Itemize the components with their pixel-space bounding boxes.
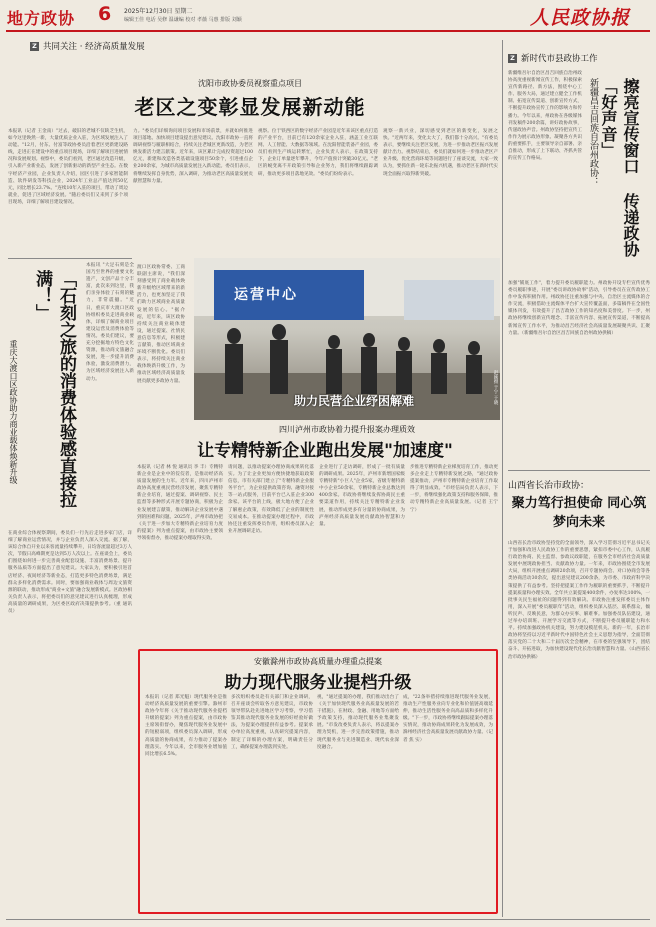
sidebar-body-mid: 渡口区政协常委、工商联副主席说，"我们深刻感受到了商业载体焕新升级给区域带来的新活力，也更加坚定了我们助力区域商业高质量发展的信心。"据介绍，近年来，该区政协持续关注商业载体建设，通过提案、社情民意信息等形式，积极建言献策，推动区域商业环境不断优化。委员们表示，将持续关注商业载体焕新升级工作，为推动区域经济高质量发展贡献更多政协力量。 [137, 265, 185, 384]
column-divider [502, 40, 503, 917]
article1-col2: 力。"委员们详细询问项目发展和市场前景，并就如何推进项目落地、加快项目建设提出意见建议。沈阳市政协一直将调研视察与履职相结合，持续关注老城区更新改造，为老区焕发新活力建言献策。近年来，该区累计完成投资超过100亿元，新建和改造各类基础设施项目50余个，引进重点企业200余家，为城市高质量发展注入新动能。委员们表示，将继续发挥自身优势，深入调研，为推动老区高质量发展贡献智慧和力量。 [133, 129, 253, 184]
article2-title: 让专精特新企业跑出发展"加速度" [197, 441, 453, 461]
photo-sign: 运营中心 [234, 287, 298, 303]
article2-kicker: 四川泸州市政协着力提升报案办理质效 [279, 425, 415, 434]
article1-title: 老区之变彰显发展新动能 [134, 95, 366, 119]
xinjiang-body-bottom: 加强"铺底工作"，着力提升委员履职能力。州政协开设专栏宣传优秀委员履职事迹，开展"委员讲政协故事"活动，引导委员在宣传政协工作中发挥积极作用。州政协还注重加强与中央、自治区主流媒体的合作交流，积极借助主流媒体平台扩大宣传覆盖面，多篇稿件在全国性媒体刊发，有效提升了昌吉政协工作的知名度和美誉度。下一步，州政协将继续创新宣传理念、丰富宣传内容、拓展宣传渠道，不断提高新闻宣传工作水平，为推动昌吉经济社会高质量发展凝聚共识、汇聚力量。（新疆维吾尔自治区昌吉回族自治州政协供稿） [508, 281, 650, 336]
section-title-left: 共同关注 · 经济高质量发展 [43, 42, 145, 52]
shanxi-title: 聚力笃行担使命 同心筑梦向未来 [511, 496, 647, 530]
sidebar-body-top: 本报讯 "大足石刻是全国乃至世界的重要文化遗产，文创产品十分丰富，此次来到这里，我们亲身体验了石刻的魅力，非常震撼。"近日，重庆市大渡口区政协组织委员走进商业载体，详细了解商业项目建设运营及消费体验等情况。委员们建议，要充分挖掘地方特色文化资源，推动商文旅融合发展，进一步提升消费体验，激发消费潜力，为区域经济发展注入新动力。 [86, 263, 134, 382]
masthead [0, 0, 656, 30]
section-z-icon: Z [508, 54, 517, 63]
article1-col1: 本报讯（记者 王金南）"过去，破旧的老城不仅缺乏生机，如今这里焕然一新，大量优质企业入驻，为区域发展注入了动能。"12月，付东、付富等政协委员沿着老区更新建设路线，走进正在建设中的重点项目现场，详细了解项目进展情况和发展规划。视察中，委员们看到，老区通过改造升级，引入新产业新业态，发展了创新驱动的新型产业生态。在数字经济产业园，企业负责人介绍，园区引进了多家智能制造、软件研发等科技企业，2024年工业总产值达到50亿元，同比增长23.7%。"连续10年入驻的项目，带动了周边就业，促进了区域经济发展。"随后委员们又来到了多个项目现场，详细了解项目建设情况。 [8, 129, 128, 205]
footer-rule [6, 919, 650, 920]
section-z-icon: Z [30, 42, 39, 51]
editor-credits: 编辑王佳 电话 吴修 温谦编 校对 孝薇 马惠 排版 刘颖 [124, 17, 242, 23]
article3-title: 助力现代服务业提档升级 [224, 673, 412, 693]
photo-credit: 赵颖摄 于宁 于晓 [493, 370, 498, 405]
article2-col3: 企业进行了走访调研，形成了一批有质量的调研成果。2025年，泸州市新增国家级专精特新"小巨人"企业5家，省级专精特新中小企业50余家，专精特新企业总数达到400余家。市政协将继续发挥协商民主重要渠道作用，持续关注专精特新企业发展，推动形成更多有分量的协商成果，为泸州经济高质量发展贡献政协智慧和力量。 [319, 465, 405, 527]
article3-kicker: 安徽滁州市政协高质量办理重点提案 [254, 657, 382, 666]
right-section-rule [508, 470, 650, 471]
shanxi-body: 山西省长治市政协坚持党的全面领导，深入学习贯彻习近平总书记关于加强和改进人民政协工作的重要思想，紧扣市委中心工作，认真履行政治协商、民主监督、参政议政职能，在服务全市经济社会高质量发展中展现政协担当、贡献政协力量。一年来，市政协围绕全市发展大局，组织开展重点调研20余项，召开专题协商会、对口协商会等各类协商活动30余次，提出意见建议200余条，为市委、市政府科学决策提供了有益参考。坚持把提案工作作为履职的重要抓手，不断提升提案质量和办理实效。全年共立案提案400余件，办复率达100%，一批事关民生福祉的问题得到有效解决。市政协注重发挥委员主体作用，深入开展"委员履职年"活动，组织委员深入基层、联系群众，倾听民声、反映民意，为群众办实事、解难事。加强委员队伍建设，通过举办培训班、开展学习交流等方式，不断提升委员履职能力和水平。持续加强政协机关建设，努力建设模范机关。新的一年，长治市政协将坚持以习近平新时代中国特色社会主义思想为指导，全面贯彻落实党的二十大和二十届历次全会精神，在市委的坚强领导下，团结奋斗、开拓进取，为加快建设现代化长治贡献智慧和力量。（山西省长治市政协供稿） [508, 541, 650, 660]
issue-date: 2025年12月30日 星期二 [124, 8, 193, 15]
sidebar-body-bottom: 在商业综合体视察期间，委员们一行先后走进多家门店，详细了解商业运营情况，并与企业负责人深入交流。据了解，该综合体自开业以来客流量持续攀升，日均客流量超过3万人次，节假日高峰期更是达到5万人次以上。在座谈会上，委员们围绕如何进一步完善商业配套设施、丰富消费场景、提升服务品质等方面提出了意见建议。大家认为，要积极引进首店经济、夜间经济等新业态，打造更多特色消费场景，满足群众多样化消费需求。同时，要加强商业载体与周边文旅资源的联动，推动形成"商业+文旅"融合发展新模式。区政协相关负责人表示，将把委员们的意见建议进行认真梳理，形成高质量的调研成果，为区委区政府决策提供参考。（重 通讯员） [8, 531, 132, 615]
article2-col2: 请问题，以推动提案办理协商成果转化落实。为了让企业更加方便快捷地获取政策信息，市有关部门建立了"专精特新企业服务平台"，为企业提供政策咨询、融资对接等一站式服务，目前平台已入驻企业300余家。该平台的上线，极大地方便了企业了解惠企政策，有效降低了企业的制度性交易成本。在推动提案办理过程中，市政协还注重发挥委员作用，组织委员深入企业开展调研走访。 [228, 465, 314, 534]
article3-col3: 视，"通过提案的办理，我们推动出台了《关于加快现代服务业高质量发展的若干措施》，在财政、金融、用地等方面给予政策支持，推动现代服务业集聚发展。"市发改委负责人表示，将以提案办理为契机，进一步完善政策措施，推动现代服务业与先进制造业、现代农业深度融合。 [317, 695, 399, 750]
article3-col4: 成，"22条举措持续推进现代服务业发展，推动生产性服务业向专业化和价值链高端延伸，推动生活性服务业向高品质和多样化升级。"下一步，市政协将继续跟踪提案办理落实情况，推动协商成果转化为发展成效，为滁州经济社会高质量发展贡献政协力量。（记者 焦 实） [403, 695, 493, 743]
newspaper-logo: 人民政协报 [530, 7, 631, 29]
xinjiang-kicker: 新疆昌吉回族自治州政协： [588, 78, 598, 186]
sidebar-top-rule [8, 258, 132, 259]
masthead-section: 地方政协 [7, 9, 76, 28]
article1-col3: 视察。位于铁西区的数字经济产业园是近年来该区重点打造的产业平台，目前已有120余家企业入驻，涵盖工业互联网、人工智能、大数据等领域。在沈阳智能装备产业园，委员们看到生产线运转繁忙，企业负责人表示，在政策支持下，企业订单量逐年攀升，今年产值预计突破30亿元。"老区的蜕变离不开政策引导和企业努力，我们将继续跟踪调研，推动更多项目落地见效。"委员们纷纷表示。 [258, 129, 378, 177]
xinjiang-body-top: 新疆维吾尔自治区昌吉回族自治州政协高度重视新闻宣传工作，积极探索宣传新路径、新方法，围绕中心工作、服务大局，通过建立健全工作机制、拓宽宣传渠道、创新宣传方式，不断提升政协宣传工作的影响力和传播力。今年以来，州政协在各级媒体刊发稿件200余篇，讲好政协故事，传递政协声音。州政协坚持把宣传工作作为展示政协形象、凝聚各方共识的重要抓手，主要领导亲自部署、亲自推动，形成了上下联动、齐抓共管的宣传工作格局。 [508, 71, 582, 162]
article1-col4: 观察一新兴业，深切感受到老区的新变化，发展之快。"近两年来，变化太大了，我们都十分高兴。"有委员表示，要继续关注老区发展，为进一步推动老区振兴发展献计出力。视察结束后，委员们就如何进一步推动老区产业升级、优化营商环境等问题进行了座谈交流，大家一致认为，要抓住新一轮东北振兴机遇，推动老区在新时代实现全面振兴取得新突破。 [383, 129, 498, 177]
masthead-rule [6, 30, 650, 32]
sidebar-kicker: 重庆大渡口区政协助力商业载体焕新升级 [9, 340, 18, 484]
section-header-left [30, 40, 145, 52]
section-title-right: 新时代市县政协工作 [521, 54, 598, 64]
section-header-right [508, 52, 598, 64]
sidebar-title: 「石刻之旅的消费体验感直接拉满！」 [32, 270, 76, 508]
page-number: 6 [98, 3, 112, 25]
article3-col1: 本报讯（记者 郑光魁）现代服务业是推动经济高质量发展的重要引擎。滁州市政协今年将《关于推动现代服务业提档升级的提案》列为重点提案，由市政协主席领衔督办，聚焦现代服务业发展中的短板弱项，组织委员深入调研，形成高质量的协商成果，有力推动了提案办理落实。今年以来，全市服务业增加值同比增长6.5%。 [145, 695, 227, 757]
shanxi-kicker: 山西省长治市政协： [508, 481, 590, 491]
article2-col1: 本报讯（记者 林 悦 通讯员 李 丰）专精特新企业是企业中的佼佼者，是推动经济高质量发展的生力军。近年来，四川泸州市政协高度重视民营经济发展，聚焦专精特新企业培育，通过提案、调研视察、民主监督等多种形式开展专题协商，积极为企业发展建言献策，推动解决企业发展中遇到的困难和问题。2025年，泸州市政协把《关于进一步加大专精特新企业培育力度的提案》列为重点提案，由市政协主要领导领衔督办，推动提案办理取得实效。 [137, 465, 223, 541]
article2-col4: 步推进专精特新企业梯度培育工作，推动更多企业走上专精特新发展之路，"通过政协提案推动，泸州市专精特新企业培育工作取得了明显成效。"市经信局负责人表示，下一步，将继续强化政策支持和服务保障，推动专精特新企业高质量发展。（记者 王宁宁） [410, 465, 498, 513]
article1-kicker: 沈阳市政协委员视察重点项目 [198, 79, 302, 88]
xinjiang-title: 擦亮宣传窗口 传递政协「好声音」 [599, 78, 640, 257]
photo-caption: 助力民营企业纾困解难 [293, 394, 414, 408]
article3-col2: 多次组织委员赴有关部门和企业调研，召开座谈会听取各方意见建议，市政协领导带队赴先进地区学习考察，学习借鉴其推动现代服务业发展的好经验好做法，为提案办理提供有益参考。提案承办单位高度重视，认真研究提案内容，制定了详细的办理方案，明确责任分工，确保提案办理落到实处。 [231, 695, 313, 750]
